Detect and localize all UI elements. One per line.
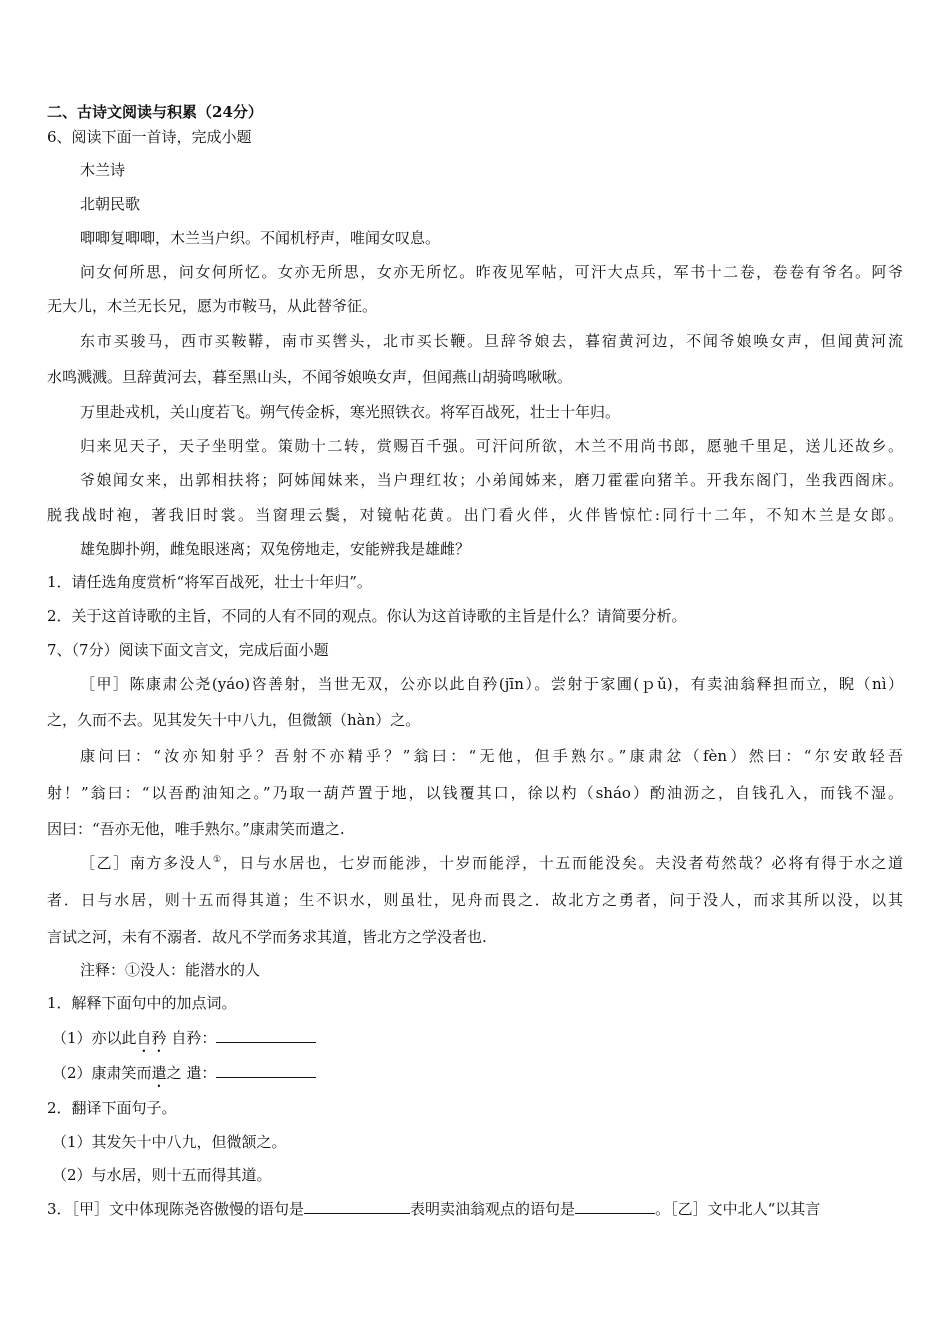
poem-paragraph-5: 归来见天子，天子坐明堂。策勋十二转，赏赐百千强。可汗问所欲，木兰不用尚书郎，愿驰千里足，送儿还故乡。: [80, 437, 903, 455]
poem-paragraph-4: 万里赴戎机，关山度若飞。朔气传金柝，寒光照铁衣。将军百战死，壮士十年归。: [80, 403, 621, 421]
poem-paragraph-7: 雄兔脚扑朔，雌兔眼迷离；双兔傍地走，安能辨我是雄雌？: [80, 540, 471, 558]
answer-blank-3[interactable]: [304, 1199, 410, 1214]
question-6-sub-2: 2．关于这首诗歌的主旨，不同的人有不同的观点。你认为这首诗歌的主旨是什么？请简要分析。: [47, 607, 687, 625]
item-2-text: （2）康肃笑而: [52, 1064, 152, 1082]
question-7-sub-1: 1．解释下面句中的加点词。: [47, 994, 237, 1012]
passage-jia-line-1: ［甲］陈康肃公尧(yáo)咨善射，当世无双，公亦以此自矜(jīn）。尝射于家圃(ｐǔ)，有卖油翁释担而立，睨（nì）: [80, 675, 903, 693]
question-6-sub-1: 1．请任选角度赏析“将军百战死，壮士十年归”。: [47, 573, 372, 591]
poem-paragraph-2-line-1: 问女何所思，问女何所忆。女亦无所思，女亦无所忆。昨夜见军帖，可汗大点兵，军书十二卷，卷卷有爷名。阿爷: [80, 263, 903, 281]
poem-paragraph-3-line-2: 水鸣溅溅。旦辞黄河去，暮至黑山头，不闻爷娘唤女声，但闻燕山胡骑鸣啾啾。: [47, 368, 573, 386]
poem-paragraph-1: 唧唧复唧唧，木兰当户织。不闻机杼声，唯闻女叹息。: [80, 229, 441, 247]
poem-paragraph-6-line-1: 爷娘闻女来，出郭相扶将；阿姊闻妹来，当户理红妆；小弟闻姊来，磨刀霍霍向猪羊。开我东阁门，坐我西阁床。: [80, 471, 903, 489]
sub-3-text-middle: 表明卖油翁观点的语句是: [410, 1200, 576, 1218]
sub-3-text-end: 。［乙］文中北人“以其言: [655, 1200, 821, 1218]
footnote: 注释：①没人：能潜水的人: [80, 961, 261, 979]
passage-yi-line-3: 言试之河，未有不溺者．故凡不学而务求其道，皆北方之学没者也.: [47, 928, 487, 946]
answer-blank-4[interactable]: [575, 1199, 655, 1214]
passage-yi-line-1-end: ，日与水居也，七岁而能涉，十岁而能浮，十五而能没矣。夫没者苟然哉？必将有得于水之道: [222, 854, 903, 872]
question-7-sub-2-item-1: （1）其发矢十中八九，但微颔之。: [52, 1133, 287, 1151]
passage-jia-line-2: 之，久而不去。见其发矢十中八九，但微颔（hàn）之。: [47, 711, 421, 729]
passage-jia-line-5: 因曰：“吾亦无他，唯手熟尔。”康肃笑而遣之.: [47, 820, 345, 838]
sub-3-text-start: 3．［甲］文中体现陈尧咨傲慢的语句是: [47, 1200, 305, 1218]
answer-blank-1[interactable]: [216, 1028, 316, 1043]
section-title: 二、古诗文阅读与积累（24分）: [47, 103, 263, 121]
question-7-header: 7、（7分）阅读下面文言文，完成后面小题: [47, 641, 329, 659]
answer-blank-2[interactable]: [216, 1063, 316, 1078]
question-7-sub-3: [47, 1198, 903, 1220]
question-7-sub-2-item-2: （2）与水居，则十五而得其道。: [52, 1166, 272, 1184]
poem-paragraph-3-line-1: 东市买骏马，西市买鞍鞯，南市买辔头，北市买长鞭。旦辞爷娘去，暮宿黄河边，不闻爷娘唤女声，但闻黄河流: [80, 332, 903, 350]
passage-jia-line-4: 射！”翁曰：“以吾酌油知之。”乃取一葫芦置于地，以钱覆其口，徐以杓（sháo）酌油沥之，自钱孔入，而钱不湿。: [47, 784, 903, 802]
item-2-label: 之 遣：: [166, 1064, 217, 1082]
passage-jia-line-3: 康问曰：“汝亦知射乎？吾射不亦精乎？”翁曰：“无他，但手熟尔。”康肃忿（fèn）然曰：“尔安敢轻吾: [80, 747, 903, 765]
passage-yi-line-1-start: ［乙］南方多没人: [80, 854, 214, 872]
question-6-header: 6、阅读下面一首诗，完成小题: [47, 128, 252, 146]
poem-author: 北朝民歌: [80, 195, 141, 213]
question-7-sub-2: 2．翻译下面句子。: [47, 1099, 177, 1117]
poem-paragraph-2-line-2: 无大儿，木兰无长兄，愿为市鞍马，从此替爷征。: [47, 297, 378, 315]
item-2-dotted-word: 遣: [151, 1064, 167, 1082]
poem-title: 木兰诗: [80, 161, 126, 179]
passage-yi-line-1: [80, 852, 903, 874]
passage-yi-line-2: 者．日与水居，则十五而得其道；生不识水，则虽壮，见舟而畏之．故北方之勇者，问于没人，而求其所以没，以其: [47, 891, 903, 909]
item-1-label: 自矜：: [166, 1029, 217, 1047]
question-7-sub-1-item-1: [52, 1027, 903, 1056]
poem-paragraph-6-line-2: 脱我战时袍，著我旧时裳。当窗理云鬓，对镜帖花黄。出门看火伴，火伴皆惊忙:同行十二年，不知木兰是女郎。: [47, 506, 903, 524]
question-7-sub-1-item-2: [52, 1062, 903, 1091]
item-1-dotted-word: 自矜: [136, 1029, 167, 1047]
footnote-marker: ①: [213, 855, 223, 865]
item-1-text: （1）亦以此: [52, 1029, 137, 1047]
